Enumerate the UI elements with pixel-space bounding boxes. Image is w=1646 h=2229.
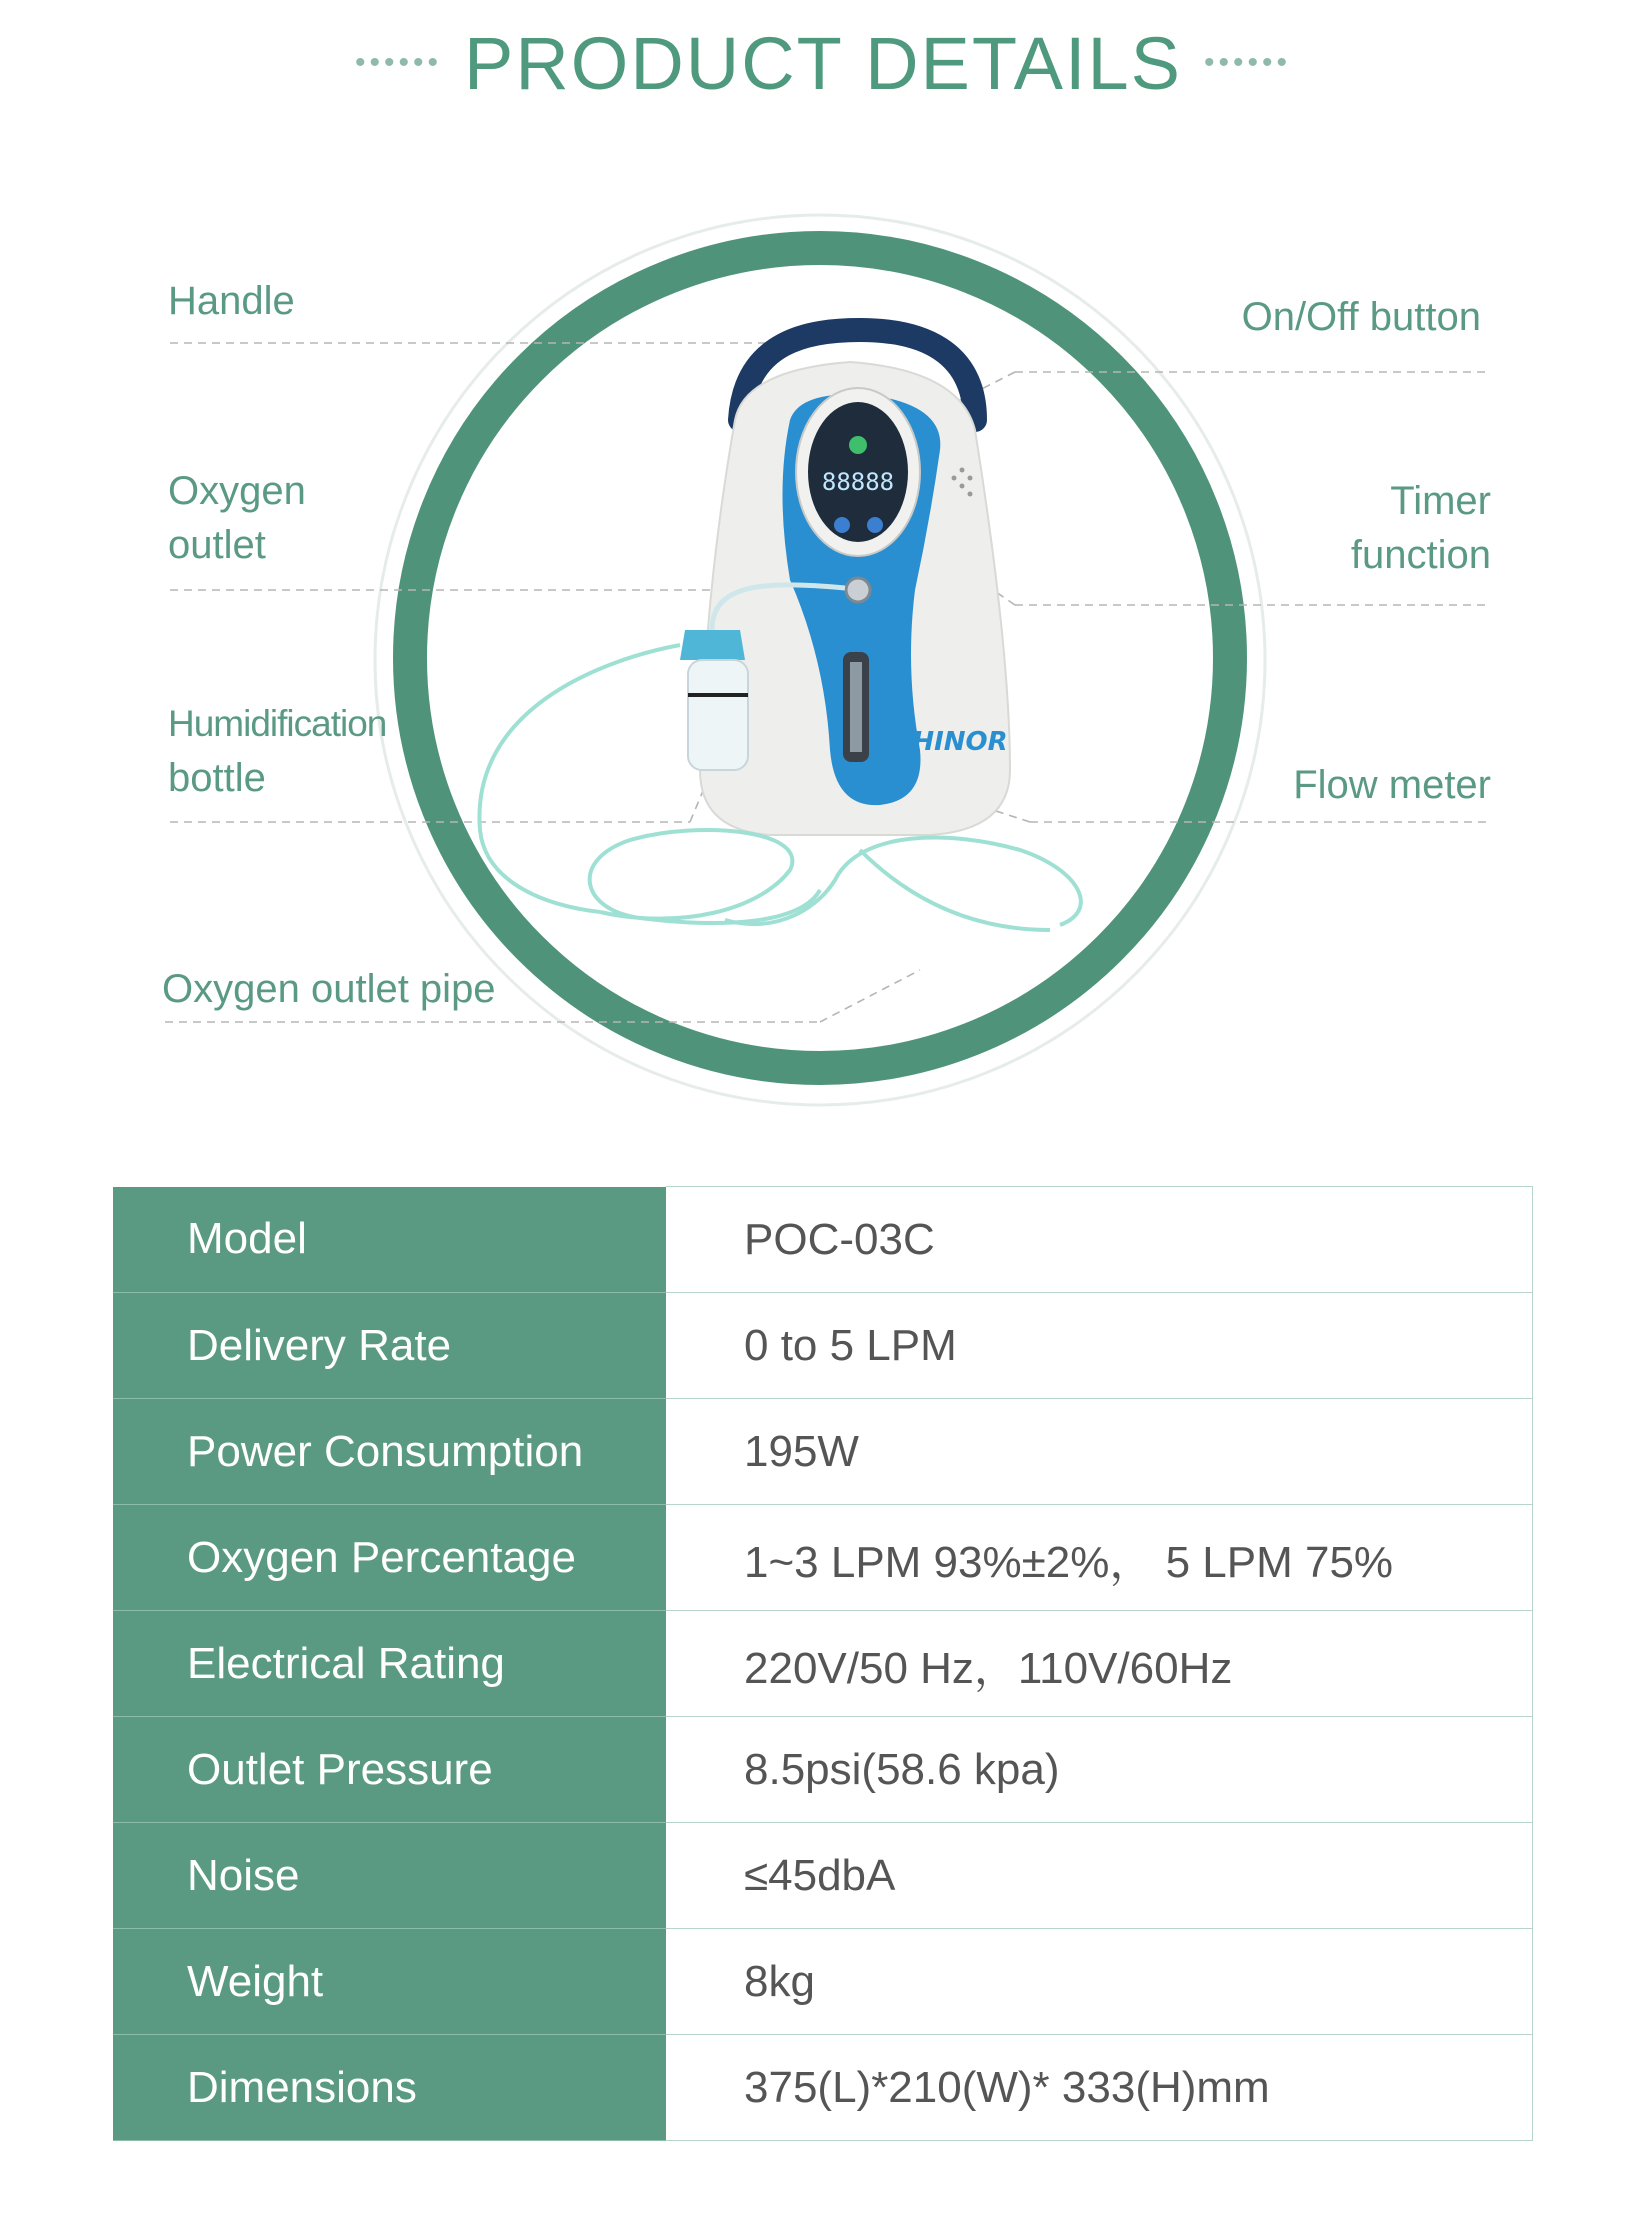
page-header <box>0 18 1646 108</box>
spec-key: Power Consumption <box>113 1399 666 1505</box>
spec-value: POC-03C <box>666 1187 1533 1293</box>
spec-table <box>113 1186 1533 2141</box>
title-dots-left: •••••• <box>354 46 442 79</box>
callout-oxygen-outlet-pipe: Oxygen outlet pipe <box>162 967 496 1011</box>
power-button-icon <box>849 436 867 454</box>
spec-value: 0 to 5 LPM <box>666 1293 1533 1399</box>
spec-key: Dimensions <box>113 2035 666 2141</box>
table-row <box>113 1611 1533 1717</box>
spec-value: ≤45dbA <box>666 1823 1533 1929</box>
table-row <box>113 2035 1533 2141</box>
oxygen-outlet-nozzle <box>846 578 870 602</box>
callout-handle: Handle <box>168 279 295 323</box>
spec-key: Delivery Rate <box>113 1293 666 1399</box>
device-brand-logo: HINOR <box>912 727 1008 757</box>
title-dots-right: •••••• <box>1204 46 1292 79</box>
spec-key: Outlet Pressure <box>113 1717 666 1823</box>
table-row <box>113 1187 1533 1293</box>
page-title: PRODUCT DETAILS <box>463 21 1183 105</box>
spec-key: Electrical Rating <box>113 1611 666 1717</box>
table-row <box>113 1823 1533 1929</box>
spec-key: Oxygen Percentage <box>113 1505 666 1611</box>
table-row <box>113 1399 1533 1505</box>
humidifier-cap <box>680 630 745 660</box>
spec-value: 1~3 LPM 93%±2%， 5 LPM 75% <box>666 1505 1533 1611</box>
spec-key: Noise <box>113 1823 666 1929</box>
table-row <box>113 1505 1533 1611</box>
table-row <box>113 1717 1533 1823</box>
spec-value: 195W <box>666 1399 1533 1505</box>
callout-oxygen-outlet: Oxygen outlet <box>168 469 306 567</box>
humidifier-bottle <box>688 660 748 770</box>
callout-flow-meter: Flow meter <box>1293 763 1491 807</box>
spec-value: 8kg <box>666 1929 1533 2035</box>
callout-timer-function: Timer function <box>1350 479 1491 577</box>
spec-value: 8.5psi(58.6 kpa) <box>666 1717 1533 1823</box>
device-display: 88888 <box>821 468 895 496</box>
spec-key: Model <box>113 1187 666 1293</box>
spec-key: Weight <box>113 1929 666 2035</box>
spec-value: 375(L)*210(W)* 333(H)mm <box>666 2035 1533 2141</box>
spec-value: 220V/50 Hz，110V/60Hz <box>666 1611 1533 1717</box>
table-row <box>113 1293 1533 1399</box>
callout-humidification-bottle: Humidification bottle <box>168 703 387 800</box>
callout-on-off-button: On/Off button <box>1241 295 1481 339</box>
table-row <box>113 1929 1533 2035</box>
product-diagram <box>0 190 1646 1140</box>
